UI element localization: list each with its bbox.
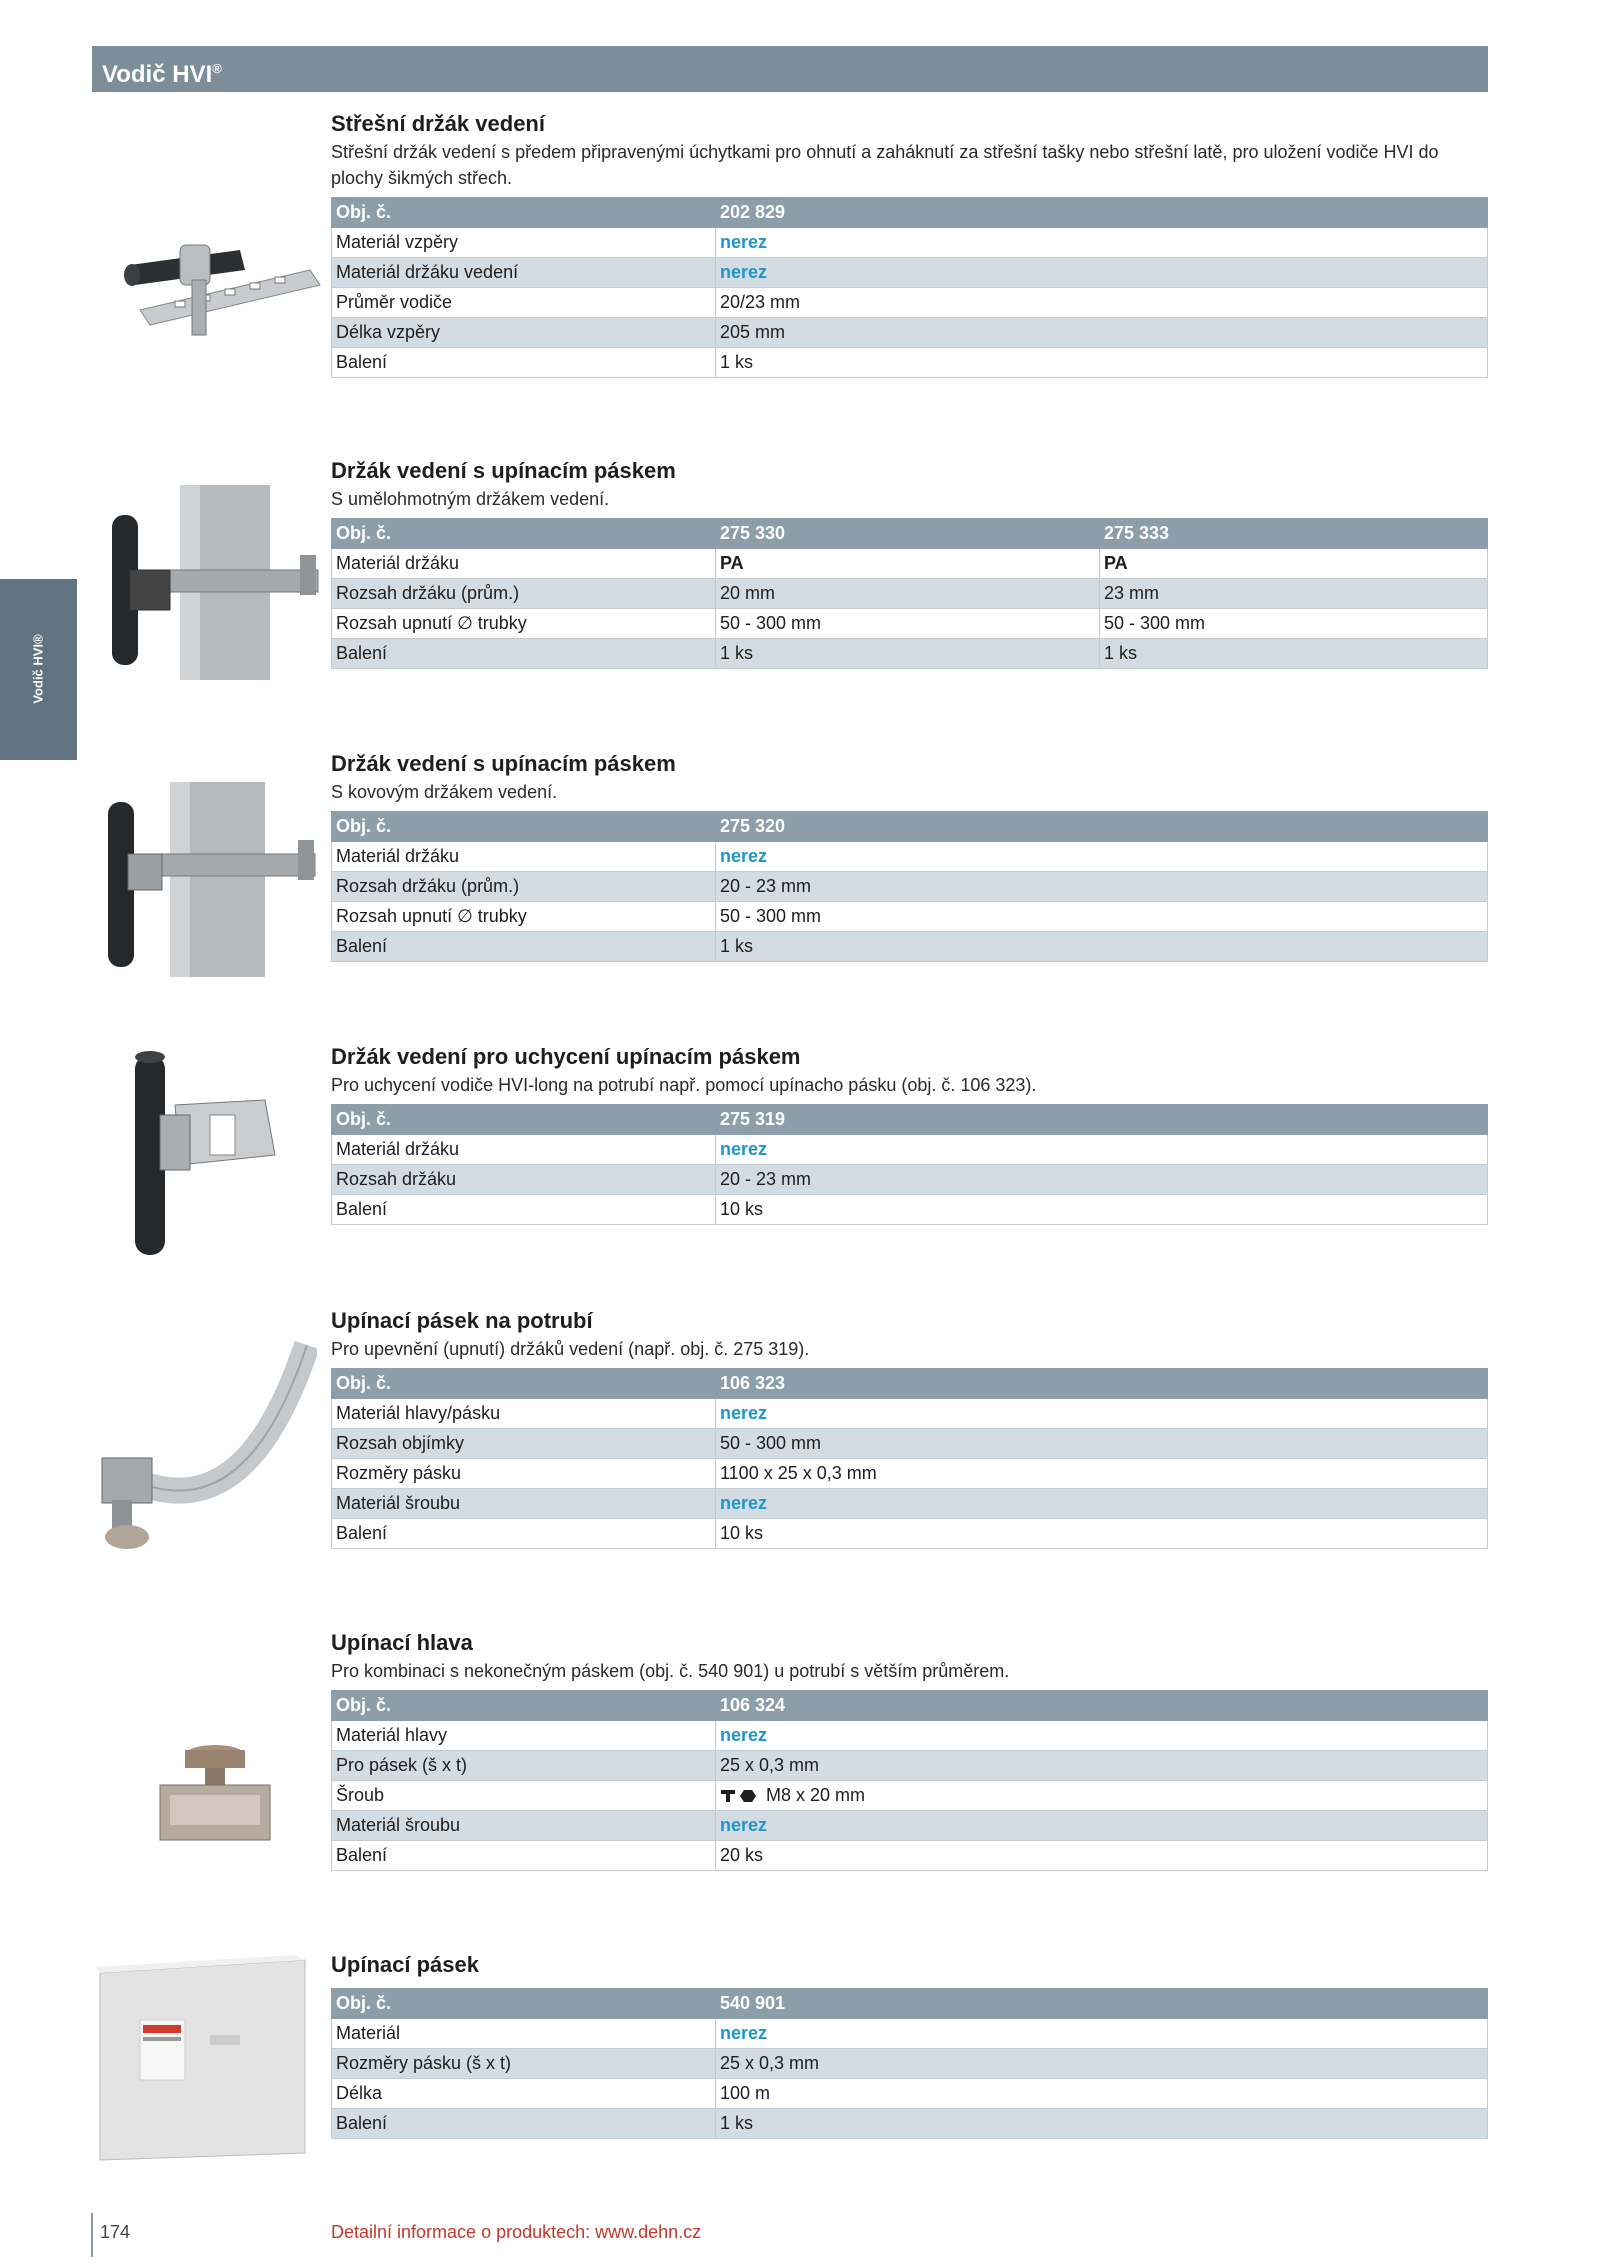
row-label: Materiál držáku <box>332 549 716 579</box>
screw-value: M8 x 20 mm <box>766 1785 866 1805</box>
band-box-image <box>95 1955 310 2170</box>
row-label: Rozsah držáku <box>332 1165 716 1195</box>
table-row <box>332 1519 1488 1549</box>
row-label: Materiál držáku <box>332 1135 716 1165</box>
row-value: nerez <box>716 258 1488 288</box>
product-description: S kovovým držákem vedení. <box>331 782 558 802</box>
row-value: 100 m <box>716 2079 1488 2109</box>
page-number: 174 <box>100 2222 131 2242</box>
product-section-275320 <box>331 749 1488 962</box>
header-label: Obj. č. <box>332 1369 716 1399</box>
table-row <box>332 1721 1488 1751</box>
table-row <box>332 579 1488 609</box>
row-value: 20 ks <box>716 1841 1488 1871</box>
row-value: 25 x 0,3 mm <box>716 2049 1488 2079</box>
header-label: Obj. č. <box>332 519 716 549</box>
row-value: 10 ks <box>716 1519 1488 1549</box>
footer-divider <box>91 2213 93 2257</box>
row-label: Materiál hlavy <box>332 1721 716 1751</box>
product-title: Upínací pásek na potrubí <box>331 1308 593 1333</box>
table-row <box>332 932 1488 962</box>
row-value: 50 - 300 mm <box>716 1429 1488 1459</box>
page-header <box>92 46 1488 92</box>
product-section-540901 <box>331 1950 1488 2139</box>
row-value: PA <box>1100 549 1488 579</box>
table-row <box>332 639 1488 669</box>
table-row <box>332 872 1488 902</box>
row-label: Balení <box>332 1195 716 1225</box>
row-value: 50 - 300 mm <box>716 902 1488 932</box>
row-value: 50 - 300 mm <box>716 609 1100 639</box>
product-description: Pro upevnění (upnutí) držáků vedení (např. obj. č. 275 319). <box>331 1339 810 1359</box>
table-row <box>332 2079 1488 2109</box>
row-value: PA <box>716 549 1100 579</box>
row-value: 20 - 23 mm <box>716 872 1488 902</box>
row-value: 1 ks <box>716 932 1488 962</box>
order-number: 275 320 <box>716 812 1488 842</box>
product-section-202829 <box>331 109 1488 378</box>
order-number: 275 319 <box>716 1105 1488 1135</box>
spec-table <box>331 518 1488 669</box>
row-value: 1100 x 25 x 0,3 mm <box>716 1459 1488 1489</box>
product-section-106323 <box>331 1306 1488 1549</box>
product-description: Pro uchycení vodiče HVI-long na potrubí např. pomocí upínacho pásku (obj. č. 106 323). <box>331 1075 1037 1095</box>
table-row <box>332 1459 1488 1489</box>
order-number: 202 829 <box>716 198 1488 228</box>
row-label: Materiál šroubu <box>332 1489 716 1519</box>
table-row <box>332 1489 1488 1519</box>
spec-table <box>331 811 1488 962</box>
row-label: Balení <box>332 1519 716 1549</box>
product-section-275319 <box>331 1042 1488 1225</box>
row-label: Materiál šroubu <box>332 1811 716 1841</box>
row-label: Balení <box>332 639 716 669</box>
row-value <box>716 1781 1488 1811</box>
table-header-row <box>332 198 1488 228</box>
header-label: Obj. č. <box>332 1989 716 2019</box>
table-row <box>332 2049 1488 2079</box>
holder-for-band-image <box>115 1045 295 1260</box>
row-value: 20 mm <box>716 579 1100 609</box>
side-tab-label: Vodič HVI® <box>30 634 46 704</box>
table-header-row <box>332 1105 1488 1135</box>
table-row <box>332 1811 1488 1841</box>
row-value: 1 ks <box>716 2109 1488 2139</box>
spec-table <box>331 1690 1488 1871</box>
row-value: 50 - 300 mm <box>1100 609 1488 639</box>
registered-mark: ® <box>212 61 222 76</box>
table-row <box>332 902 1488 932</box>
product-title: Držák vedení pro uchycení upínacím páskem <box>331 1044 801 1069</box>
row-label: Rozsah držáku (prům.) <box>332 872 716 902</box>
row-value: 1 ks <box>1100 639 1488 669</box>
pipe-holder-metal-image <box>100 782 330 977</box>
row-label: Balení <box>332 1841 716 1871</box>
page-title: Vodič HVI <box>102 61 213 88</box>
spec-table <box>331 1988 1488 2139</box>
table-header-row <box>332 519 1488 549</box>
row-label: Materiál držáku <box>332 842 716 872</box>
row-value: 1 ks <box>716 639 1100 669</box>
product-section-275330 <box>331 456 1488 669</box>
table-row <box>332 1195 1488 1225</box>
row-value: 20 - 23 mm <box>716 1165 1488 1195</box>
row-label: Rozměry pásku (š x t) <box>332 2049 716 2079</box>
table-row <box>332 1751 1488 1781</box>
pipe-band-image <box>92 1340 317 1570</box>
row-label: Materiál držáku vedení <box>332 258 716 288</box>
table-row <box>332 2109 1488 2139</box>
row-value: 205 mm <box>716 318 1488 348</box>
header-label: Obj. č. <box>332 812 716 842</box>
table-row <box>332 318 1488 348</box>
table-row <box>332 1429 1488 1459</box>
order-number: 106 324 <box>716 1691 1488 1721</box>
table-row <box>332 1165 1488 1195</box>
row-value: nerez <box>716 2019 1488 2049</box>
row-value: 10 ks <box>716 1195 1488 1225</box>
product-section-106324 <box>331 1628 1488 1871</box>
table-row <box>332 842 1488 872</box>
row-value: nerez <box>716 228 1488 258</box>
header-label: Obj. č. <box>332 198 716 228</box>
row-value: 23 mm <box>1100 579 1488 609</box>
row-label: Materiál hlavy/pásku <box>332 1399 716 1429</box>
order-number: 540 901 <box>716 1989 1488 2019</box>
row-label: Rozměry pásku <box>332 1459 716 1489</box>
table-header-row <box>332 1989 1488 2019</box>
clamping-head-image <box>150 1730 290 1870</box>
row-label: Balení <box>332 932 716 962</box>
table-row <box>332 1135 1488 1165</box>
table-row <box>332 2019 1488 2049</box>
order-number: 275 330 <box>716 519 1100 549</box>
product-description: Pro kombinaci s nekonečným páskem (obj. č. 540 901) u potrubí s větším průměrem. <box>331 1661 1010 1681</box>
row-label: Šroub <box>332 1781 716 1811</box>
product-title: Upínací pásek <box>331 1952 479 1977</box>
table-header-row <box>332 1691 1488 1721</box>
spec-table <box>331 1104 1488 1225</box>
row-value: 1 ks <box>716 348 1488 378</box>
pipe-holder-plastic-image <box>100 485 330 680</box>
table-row <box>332 1399 1488 1429</box>
header-label: Obj. č. <box>332 1691 716 1721</box>
table-row <box>332 1781 1488 1811</box>
product-description: S umělohmotným držákem vedení. <box>331 489 610 509</box>
row-value: nerez <box>716 1811 1488 1841</box>
row-label: Délka vzpěry <box>332 318 716 348</box>
row-label: Rozsah objímky <box>332 1429 716 1459</box>
product-title: Upínací hlava <box>331 1630 473 1655</box>
row-label: Rozsah držáku (prům.) <box>332 579 716 609</box>
row-value: nerez <box>716 1135 1488 1165</box>
row-label: Rozsah upnutí ∅ trubky <box>332 609 716 639</box>
product-title: Držák vedení s upínacím páskem <box>331 751 676 776</box>
table-row <box>332 609 1488 639</box>
table-row <box>332 348 1488 378</box>
row-value: nerez <box>716 1721 1488 1751</box>
table-row <box>332 288 1488 318</box>
row-label: Rozsah upnutí ∅ trubky <box>332 902 716 932</box>
screw-head-icons <box>720 1789 760 1803</box>
row-label: Balení <box>332 348 716 378</box>
product-description: Střešní držák vedení s předem připravenými úchytkami pro ohnutí a zaháknutí za střešní tašky nebo střešní latě, pro uložení vodiče HVI do plochy šikmých střech. <box>331 142 1439 188</box>
row-value: nerez <box>716 1399 1488 1429</box>
row-label: Délka <box>332 2079 716 2109</box>
order-number: 106 323 <box>716 1369 1488 1399</box>
table-header-row <box>332 1369 1488 1399</box>
table-row <box>332 549 1488 579</box>
spec-table <box>331 197 1488 378</box>
row-value: 20/23 mm <box>716 288 1488 318</box>
row-value: 25 x 0,3 mm <box>716 1751 1488 1781</box>
side-tab <box>0 579 77 760</box>
table-header-row <box>332 812 1488 842</box>
table-row <box>332 228 1488 258</box>
table-row <box>332 258 1488 288</box>
footer-info-link[interactable]: Detailní informace o produktech: www.dehn.cz <box>331 2222 702 2242</box>
row-label: Materiál vzpěry <box>332 228 716 258</box>
order-number: 275 333 <box>1100 519 1488 549</box>
header-label: Obj. č. <box>332 1105 716 1135</box>
product-title: Držák vedení s upínacím páskem <box>331 458 676 483</box>
roof-holder-image <box>80 225 330 365</box>
row-label: Balení <box>332 2109 716 2139</box>
spec-table <box>331 1368 1488 1549</box>
product-title: Střešní držák vedení <box>331 111 545 136</box>
table-row <box>332 1841 1488 1871</box>
row-value: nerez <box>716 1489 1488 1519</box>
row-label: Průměr vodiče <box>332 288 716 318</box>
row-label: Materiál <box>332 2019 716 2049</box>
row-label: Pro pásek (š x t) <box>332 1751 716 1781</box>
row-value: nerez <box>716 842 1488 872</box>
